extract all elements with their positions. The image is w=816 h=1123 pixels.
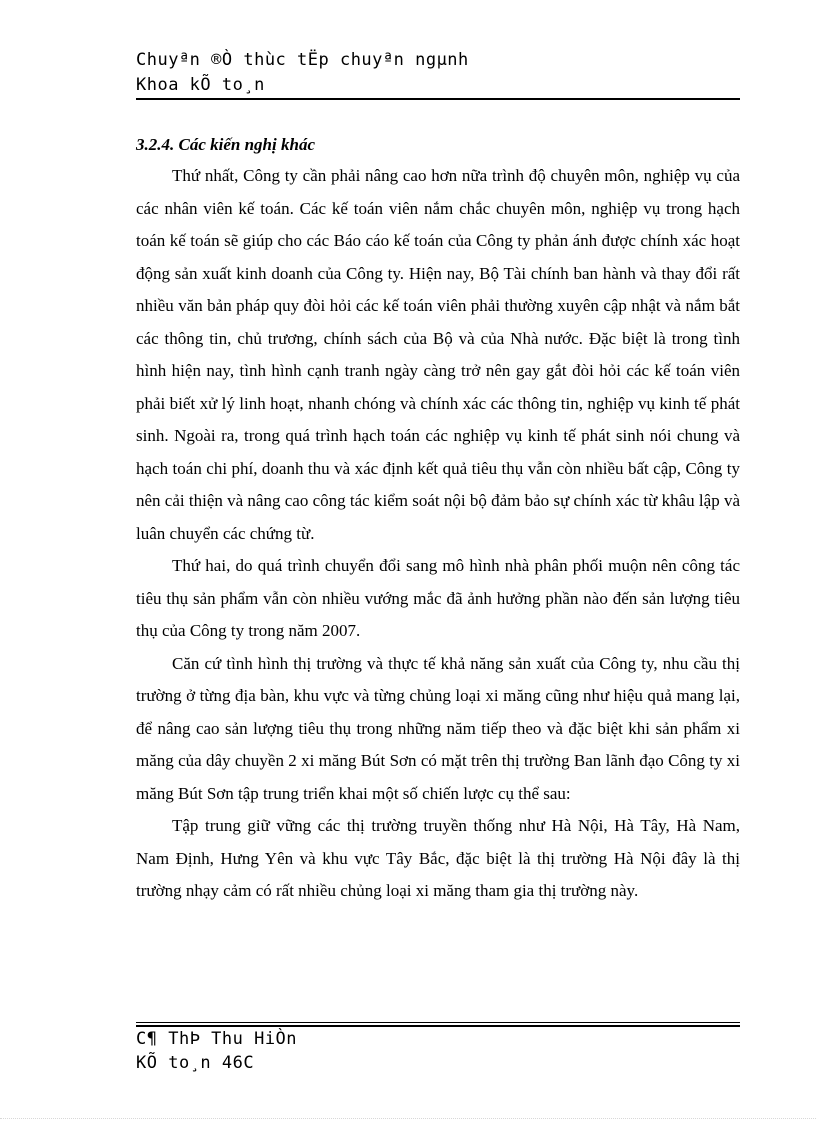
page-header	[136, 48, 740, 98]
header-report-title: Chuyªn ®Ò thùc tËp chuyªn ngµnh	[136, 50, 469, 70]
footer-author: C¶ ThÞ Thu HiÒn	[136, 1029, 298, 1049]
page-footer	[136, 1027, 740, 1075]
header-divider	[136, 98, 740, 100]
paragraph-1: Thứ nhất, Công ty cần phải nâng cao hơn nữa trình độ chuyên môn, nghiệp vụ của các nhân viên kế toán. Các kế toán viên nắm chắc chuyên môn, nghiệp vụ trong hạch toán kế toán sẽ giúp cho các Báo cáo kế toán của Công ty phản ánh được chính xác hoạt động sản xuất kinh doanh của Công ty. Hiện nay, Bộ Tài chính ban hành và thay đổi rất nhiều văn bản pháp quy đòi hỏi các kế toán viên phải thường xuyên cập nhật và nắm bắt các thông tin, chủ trương, chính sách của Bộ và của Nhà nước. Đặc biệt là trong tình hình hiện nay, tình hình cạnh tranh ngày càng trở nên gay gắt đòi hỏi các kế toán viên phải biết xử lý linh hoạt, nhanh chóng và chính xác các thông tin, nghiệp vụ kinh tế phát sinh. Ngoài ra, trong quá trình hạch toán các nghiệp vụ kinh tế phát sinh nói chung và hạch toán chi phí, doanh thu và xác định kết quả tiêu thụ vẫn còn nhiều bất cập, Công ty nên cải thiện và nâng cao công tác kiểm soát nội bộ đảm bảo sự chính xác từ khâu lập và luân chuyển các chứng từ.	[136, 166, 740, 543]
paragraph-3: Căn cứ tình hình thị trường và thực tế khả năng sản xuất của Công ty, nhu cầu thị trường ở từng địa bàn, khu vực và từng chủng loại xi măng cũng như hiệu quả mang lại, để nâng cao sản lượng tiêu thụ trong những năm tiếp theo và đặc biệt khi sản phẩm xi măng của dây chuyền 2 xi măng Bút Sơn có mặt trên thị trường Ban lãnh đạo Công ty xi măng Bút Sơn tập trung triển khai một số chiến lược cụ thể sau:	[136, 653, 740, 803]
paragraph-4: Tập trung giữ vững các thị trường truyền thống như Hà Nội, Hà Tây, Hà Nam, Nam Định, Hưng Yên và khu vực Tây Bắc, đặc biệt là thị trường Hà Nội đây là thị trường nhạy cảm có rất nhiều chủng loại xi măng tham gia thị trường này.	[136, 816, 740, 900]
main-content	[136, 130, 740, 908]
page-bottom-edge	[0, 1118, 816, 1119]
header-department: Khoa kÕ to¸n	[136, 75, 265, 95]
footer-class: KÕ to¸n 46C	[136, 1053, 255, 1073]
section-heading: 3.2.4. Các kiến nghị khác	[136, 135, 315, 154]
paragraph-2: Thứ hai, do quá trình chuyển đổi sang mô hình nhà phân phối muộn nên công tác tiêu thụ sản phẩm vẫn còn nhiều vướng mắc đã ảnh hưởng phần nào đến sản lượng tiêu thụ của Công ty trong năm 2007.	[136, 556, 740, 640]
footer-divider-thin	[136, 1022, 740, 1023]
